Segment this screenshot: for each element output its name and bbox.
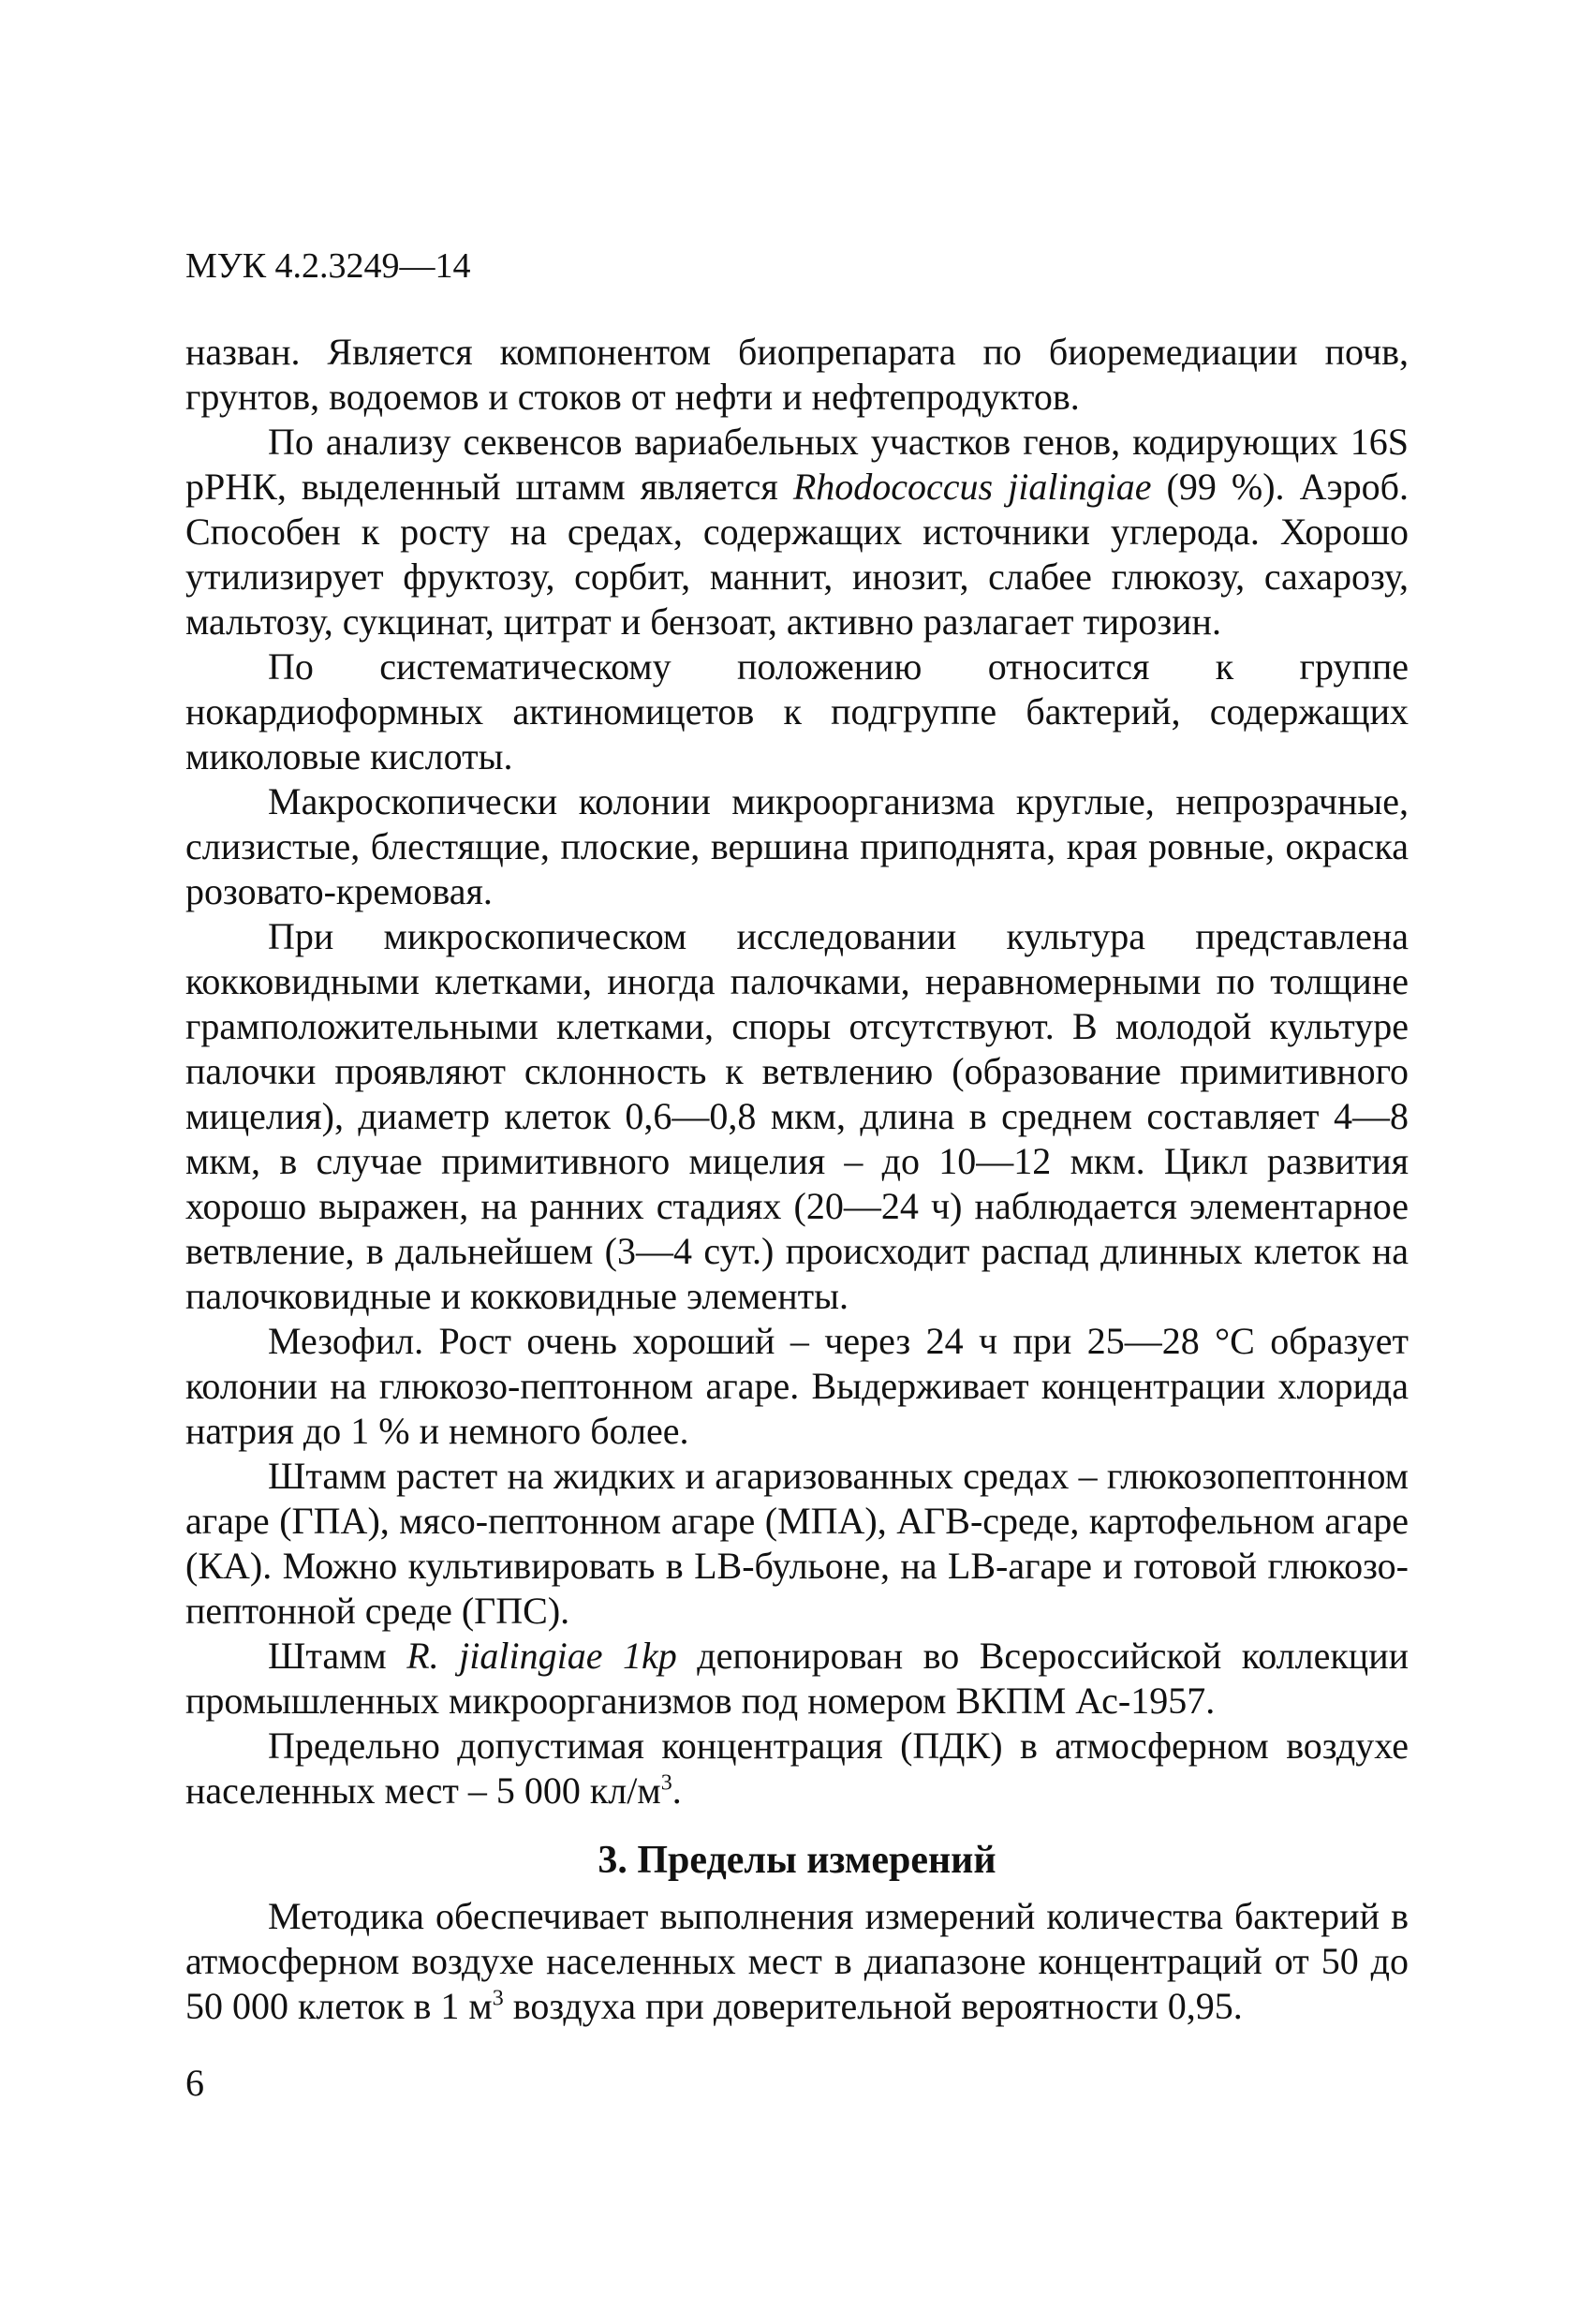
paragraph-mesophile: Мезофил. Рост очень хороший – через 24 ч при 25—28 °С образует колонии на глюкозо-пептонном агаре. Выдерживает концентрации хлорида натрия до 1 % и немного более. (185, 1320, 1409, 1452)
superscript: 3 (492, 1986, 504, 2011)
text-run: Предельно допустимая концентрация (ПДК) в атмосферном воздухе населенных мест – 5 000 кл/м (185, 1724, 1409, 1812)
paragraph-media: Штамм растет на жидких и агаризованных средах – глюкозопептонном агаре (ГПА), мясо-пептонном агаре (МПА), АГВ-среде, картофельном агаре (КА). Можно культивировать в LB-бульоне, на LB-агаре и готовой глюкозо-пептонной среде (ГПС). (185, 1455, 1409, 1632)
paragraph-mac (185, 1724, 1409, 1813)
body-text (185, 330, 1409, 2029)
paragraph-macroscopy: Макроскопически колонии микроорганизма круглые, непрозрачные, слизистые, блестящие, плоские, вершина приподнята, края ровные, окраска розовато-кремовая. (185, 780, 1409, 912)
text-run: депонирован во Всероссийской коллекции промышленных микроорганизмов под номером ВКПМ Ас-1957. (185, 1635, 1410, 1722)
document-code: МУК 4.2.3249—14 (185, 246, 471, 286)
paragraph-microscopy: При микроскопическом исследовании культура представлена кокковидными клетками, иногда палочками, неравномерными по толщине грамположительными клетками, споры отсутствуют. В молодой культуре палочки проявляют склонность к ветвлению (образование примитивного мицелия), диаметр клеток 0,6—0,8 мкм, длина в среднем составляет 4—8 мкм, в случае примитивного мицелия – до 10—12 мкм. Цикл развития хорошо выражен, на ранних стадиях (20—24 ч) наблюдается элементарное ветвление, в дальнейшем (3—4 сут.) происходит распад длинных клеток на палочковидные и кокковидные элементы. (185, 915, 1409, 1317)
paragraph-taxonomy: По систематическому положению относится к группе нокардиоформных актиномицетов к подгруппе бактерий, содержащих миколовые кислоты. (185, 645, 1409, 777)
text-run: (99 %). Аэроб. Способен к росту на средах, содержащих источники углерода. Хорошо утилизирует фруктозу, сорбит, маннит, инозит, слабее глюкозу, сахарозу, мальтозу, сукцинат, цитрат и бензоат, активно разлагает тирозин. (185, 466, 1409, 643)
section-heading: 3. Пределы измерений (598, 1839, 996, 1882)
species-name: Rhodococcus jialingiae (792, 466, 1152, 508)
text-run: воздуха при доверительной вероятности 0,95. (503, 1985, 1243, 2027)
strain-name: R. jialingiae 1kp (406, 1635, 677, 1677)
page-number: 6 (185, 2062, 204, 2104)
text-run: Методика обеспечивает выполнения измерений количества бактерий в атмосферном воздухе населенных мест в диапазоне концентраций от 50 до 50 000 клеток в 1 м (185, 1895, 1409, 2027)
text-run: . (672, 1769, 682, 1812)
paragraph-deposit (185, 1634, 1409, 1724)
text-run: По анализу секвенсов вариабельных участков генов, кодирующих 16S рРНК, выделенный штамм является (185, 421, 1409, 508)
paragraph-measurement-range (185, 1894, 1409, 2029)
text-run: Штамм (268, 1635, 407, 1677)
paragraph-sequencing (185, 420, 1409, 644)
superscript: 3 (660, 1770, 672, 1796)
paragraph-continued: назван. Является компонентом биопрепарата по биоремедиации почв, грунтов, водоемов и стоков от нефти и нефтепродуктов. (185, 331, 1409, 418)
